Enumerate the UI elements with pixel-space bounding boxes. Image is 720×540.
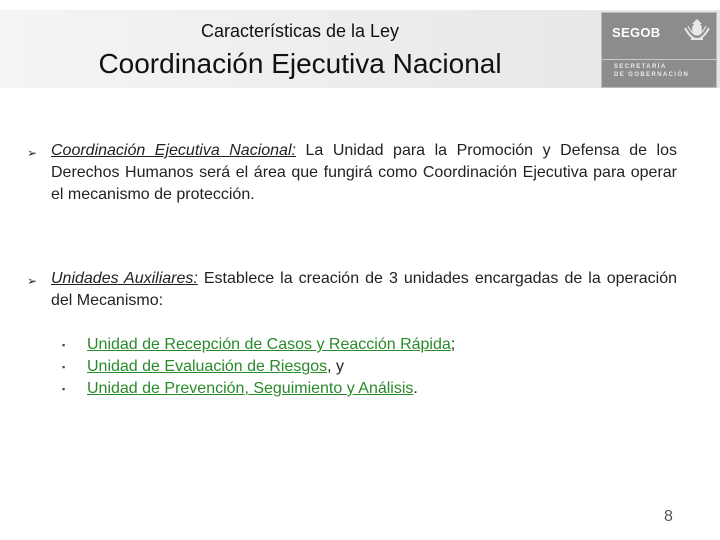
logo-wordmark: SEGOB xyxy=(612,25,661,40)
unit-link-evaluacion[interactable]: Unidad de Evaluación de Riesgos xyxy=(87,358,328,375)
list-item-suffix: . xyxy=(413,380,418,397)
slide-subtitle: Características de la Ley xyxy=(200,21,400,41)
bullet-term: Unidades Auxiliares: xyxy=(51,270,198,287)
logo-subtitle: SECRETARÍA DE GOBERNACIÓN xyxy=(614,64,690,78)
mexican-coat-of-arms-icon xyxy=(681,16,713,52)
unit-link-recepcion[interactable]: Unidad de Recepción de Casos y Reacción Rápida xyxy=(87,336,451,353)
list-item-suffix: ; xyxy=(450,336,456,353)
segob-logo xyxy=(601,12,717,88)
bullet-dot-icon: ▪ xyxy=(62,340,66,350)
bullet-text: Establece la creación de 3 unidades encargadas de la operación del Mecanismo: xyxy=(51,270,678,309)
arrow-bullet-icon: ➢ xyxy=(27,146,38,160)
bullet-dot-icon: ▪ xyxy=(62,362,66,372)
logo-divider xyxy=(602,59,716,60)
slide-title: Coordinación Ejecutiva Nacional xyxy=(98,48,502,79)
unit-link-prevencion[interactable]: Unidad de Prevención, Seguimiento y Análisis xyxy=(87,380,414,397)
bullet-unidades xyxy=(51,268,677,312)
page-number: 8 xyxy=(664,508,673,525)
bullet-coordinacion xyxy=(51,140,677,206)
bullet-text: La Unidad para la Promoción y Defensa de los Derechos Humanos será el área que fungirá como Coordinación Ejecutiva para operar el mecanismo de protección. xyxy=(51,142,678,203)
list-item-suffix: , y xyxy=(327,358,345,375)
bullet-term: Coordinación Ejecutiva Nacional: xyxy=(51,142,296,159)
arrow-bullet-icon: ➢ xyxy=(27,274,38,288)
bullet-dot-icon: ▪ xyxy=(62,384,66,394)
